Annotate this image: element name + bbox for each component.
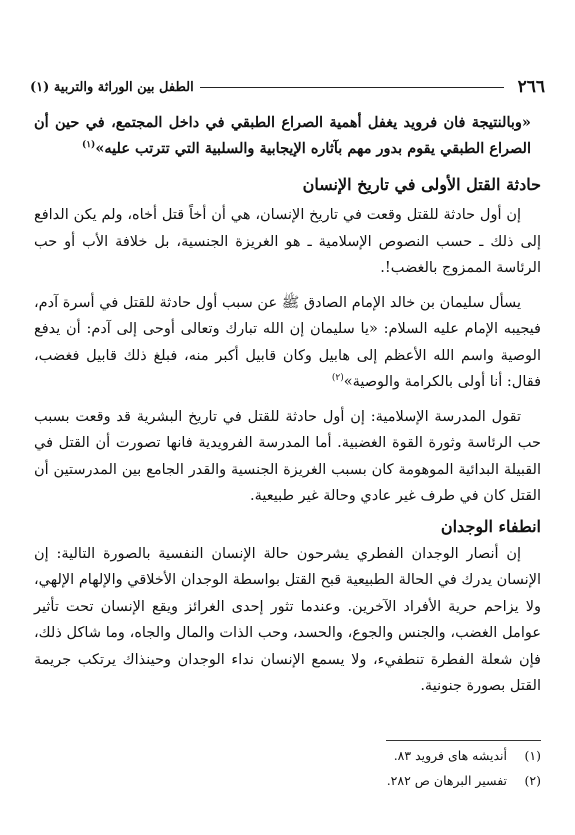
- sulayman-text: يسأل سليمان بن خالد الإمام الصادق ﷺ عن سبب أول حادثة للقتل في أسرة آدم، فيجيبه الإمام عليه السلام: «يا سليمان إن الله تبارك وتعالى أوحى إلى آدم: أن يدفع الوصية واسم الله الأعظم إلى هابيل وكان قابيل أكبر منه، فبلغ ذلك قابيل فغضب، فقال: أنا أولى بالكرامة والوصية»: [34, 294, 541, 390]
- footnote-2: [34, 768, 541, 793]
- section-heading-conscience: انطفاء الوجدان: [440, 516, 541, 536]
- page-body: [34, 110, 541, 700]
- quote-paragraph: [34, 110, 541, 162]
- quote-text: «وبالنتيجة فان فرويد يغفل أهمية الصراع الطبقي في داخل المجتمع، في حين أن الصراع الطبقي يقوم بدور مهم بآثاره الإيجابية والسلبية التي تترتب عليه»: [34, 114, 531, 157]
- paragraph-conscience: إن أنصار الوجدان الفطري يشرحون حالة الإنسان النفسية بالصورة التالية: إن الإنسان يدرك في الحالة الطبيعية قبح القتل بواسطة الوجدان الأخلاقي والإلهام الإلهي، ولا يزاحم حرية الأفراد الآخرين. وعندما تثور إحدى الغرائز ويقع الإنسان تحت تأثير عوامل الغضب، والجنس والجوع، والحسد، وحب الذات والمال والجاه، وما شاكل ذلك، فإن شعلة الفطرة تنطفيء، ولا يسمع الإنسان نداء الوجدان وحينذاك يرتكب جريمة القتل بصورة جنونية.: [34, 545, 541, 694]
- footnote-1: [34, 743, 541, 768]
- footnote-number: (١): [524, 748, 541, 763]
- paragraph-first-murder: إن أول حادثة للقتل وقعت في تاريخ الإنسان، هي أن أخاً قتل أخاه، ولم يكن الدافع إلى ذلك ـ حسب النصوص الإسلامية ـ هو الغريزة الجنسية، بل خلافة الأب أو حب الرئاسة الممزوج بالغضب!.: [34, 207, 541, 276]
- footnotes: [34, 743, 541, 793]
- footnote-ref-1: (١): [81, 140, 96, 151]
- footnote-text: أنديشه هاى فرويد ٨٣.: [393, 748, 508, 763]
- running-header: [30, 76, 545, 98]
- header-rule: [200, 87, 504, 88]
- paragraph-sulayman: [34, 290, 541, 396]
- paragraph-gap: [34, 396, 541, 404]
- footnote-separator: [386, 740, 541, 741]
- page-number: ٢٦٦: [517, 77, 545, 97]
- paragraph-gap: [34, 282, 541, 290]
- footnote-ref-2: (٢): [331, 373, 344, 384]
- footnote-text: تفسير البرهان ص ٢٨٢.: [386, 773, 508, 788]
- paragraph-islamic-school: تقول المدرسة الإسلامية: إن أول حادثة للقتل في تاريخ البشرية قد وقعت بسبب حب الرئاسة وثورة القوة الغضبية. أما المدرسة الفرويدية فانها تصورت أن القتل في القبيلة البدائية الموهومة كان بسبب الغريزة الجنسية والقدر الجامع بين المدرستين أن القتل كان في طرف غير عادي وحالة غير طبيعية.: [34, 408, 541, 504]
- section-heading-first-murder: حادثة القتل الأولى في تاريخ الإنسان: [302, 175, 541, 194]
- running-title: الطفل بين الوراثة والتربية (١): [30, 79, 194, 95]
- footnote-number: (٢): [524, 773, 541, 788]
